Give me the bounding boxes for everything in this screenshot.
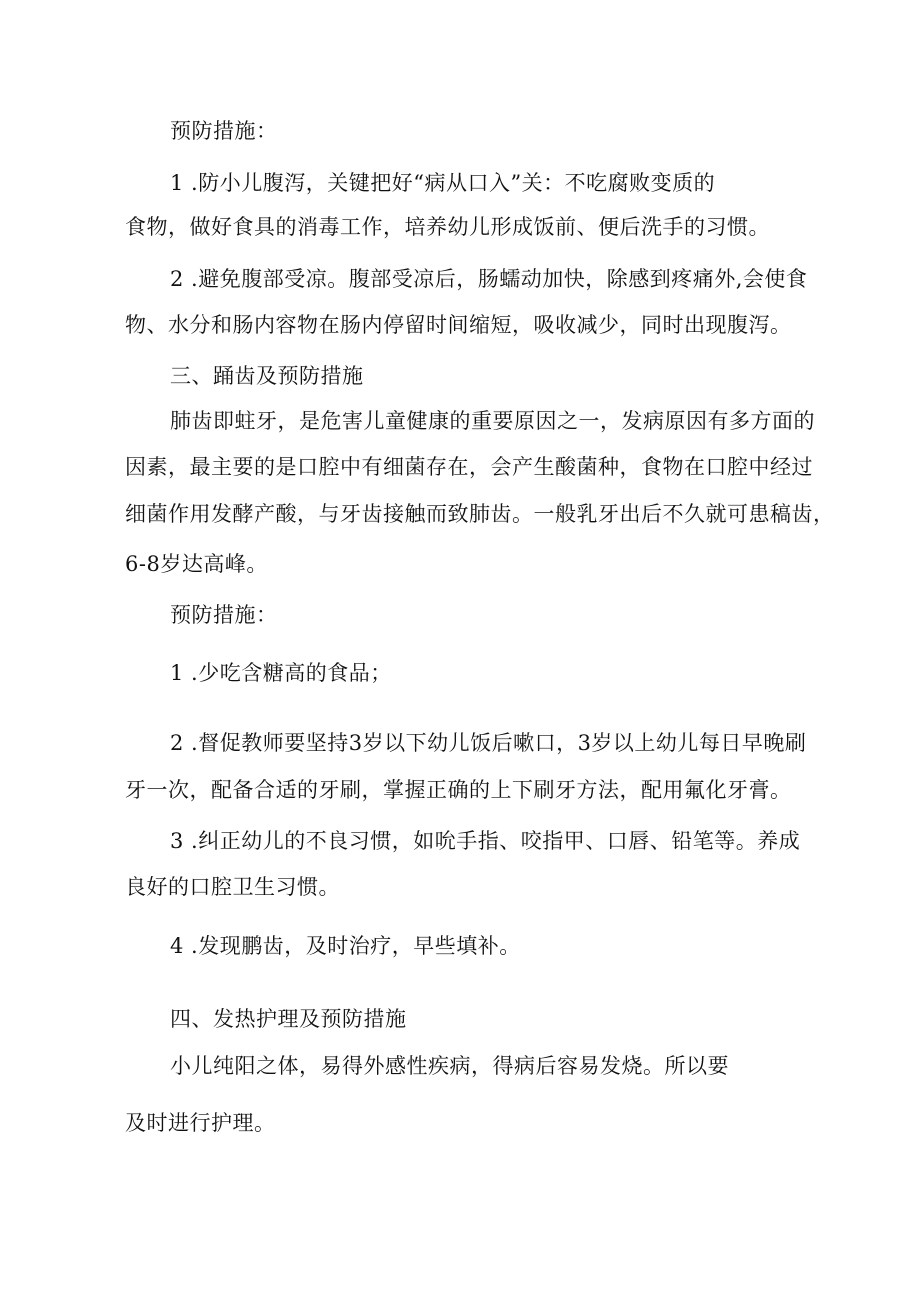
list-item: 1 .少吃含糖高的食品； xyxy=(170,661,392,685)
paragraph-line: 细菌作用发酵产酸，与牙齿接触而致肺齿。一般乳牙出后不久就可患稿齿， xyxy=(125,502,835,526)
paragraph-line: 6-8岁达高峰。 xyxy=(125,552,268,576)
list-item: 2 .督促教师要坚持3岁以下幼儿饭后嗽口，3岁以上幼儿每日早晚刷 xyxy=(170,731,807,755)
paragraph-line: 物、水分和肠内容物在肠内停留时间缩短，吸收减少，同时出现腹泻。 xyxy=(125,313,792,337)
paragraph-line: 1 .防小儿腹泻，关键把好“病从口入”关：不吃腐败变质的 xyxy=(170,171,716,195)
section-heading-3: 三、踊齿及预防措施 xyxy=(170,364,364,388)
prevention-heading-2: 预防措施： xyxy=(170,603,278,627)
paragraph-line: 肺齿即蛀牙，是危害儿童健康的重要原因之一，发病原因有多方面的 xyxy=(170,409,815,433)
paragraph-line: 因素，最主要的是口腔中有细菌存在，会产生酸菌种，食物在口腔中经过 xyxy=(125,455,813,479)
paragraph-line: 食物，做好食具的消毒工作，培养幼儿形成饭前、便后洗手的习惯。 xyxy=(125,215,770,239)
paragraph-line: 2 .避免腹部受凉。腹部受凉后，肠蠕动加快，除感到疼痛外,会使食 xyxy=(170,267,808,291)
paragraph-line: 及时进行护理。 xyxy=(125,1111,276,1135)
paragraph-line: 小儿纯阳之体，易得外感性疾病，得病后容易发烧。所以要 xyxy=(170,1054,729,1078)
prevention-heading-1: 预防措施： xyxy=(170,119,278,143)
paragraph-line: 良好的口腔卫生习惯。 xyxy=(125,875,340,899)
section-heading-4: 四、发热护理及预防措施 xyxy=(170,1007,407,1031)
paragraph-line: 牙一次，配备合适的牙刷，掌握正确的上下刷牙方法，配用氟化牙膏。 xyxy=(125,778,792,802)
list-item: 4 .发现鹏齿，及时治疗，早些填补。 xyxy=(170,934,521,958)
list-item: 3 .纠正幼儿的不良习惯，如吮手指、咬指甲、口唇、铅笔等。养成 xyxy=(170,829,801,853)
